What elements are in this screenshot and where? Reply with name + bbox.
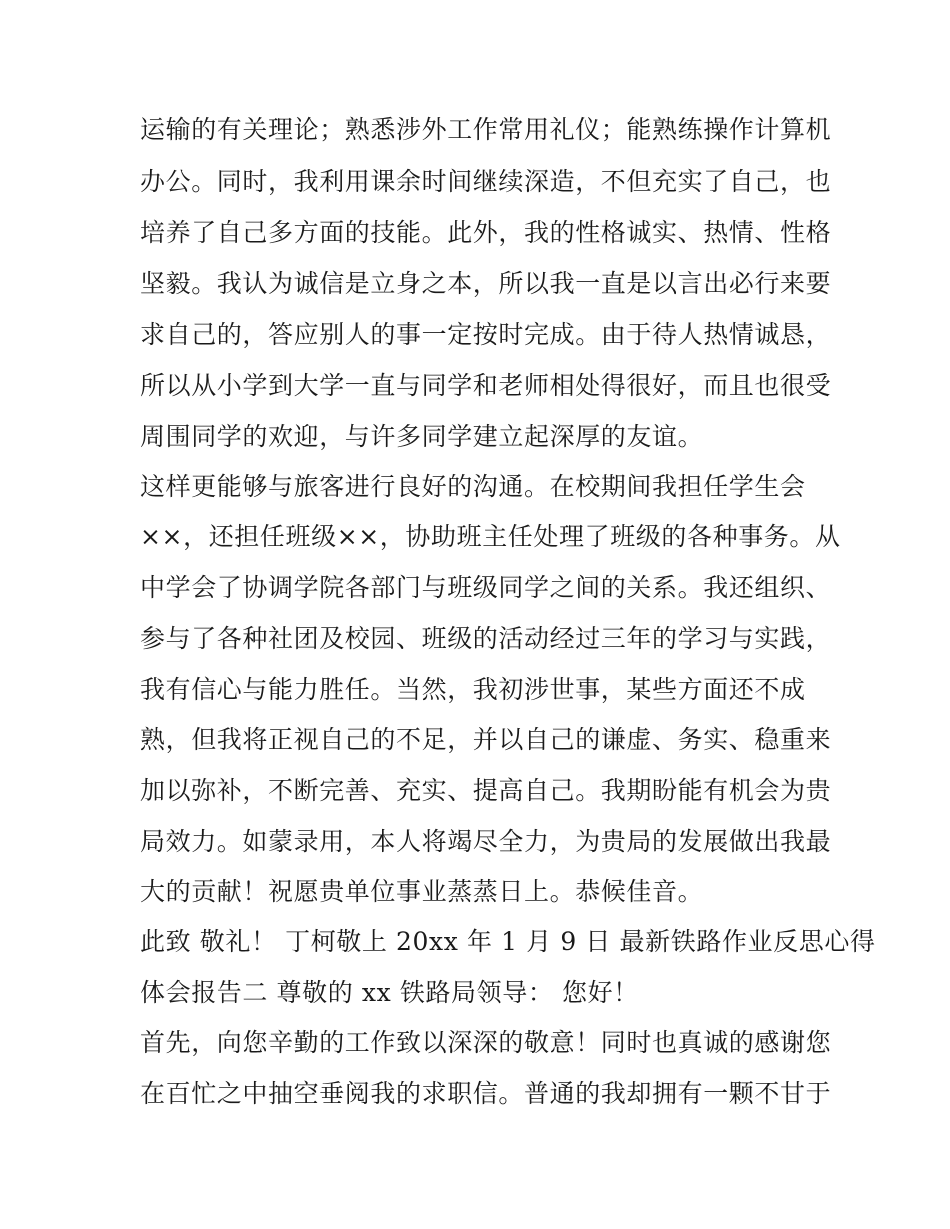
text-line: 这样更能够与旅客进行良好的沟通。在校期间我担任学生会 [140, 472, 806, 501]
text-line: 培养了自己多方面的技能。此外，我的性格诚实、热情、性格 [140, 218, 832, 247]
text-line: 中学会了协调学院各部门与班级同学之间的关系。我还组织、 [140, 573, 832, 602]
text-line: 我有信心与能力胜任。当然，我初涉世事，某些方面还不成 [140, 675, 806, 704]
text-line: 运输的有关理论；熟悉涉外工作常用礼仪；能熟练操作计算机 [140, 115, 832, 144]
text-line: 首先，向您辛勤的工作致以深深的敬意！同时也真诚的感谢您 [140, 1028, 832, 1057]
text-line: 所以从小学到大学一直与同学和老师相处得很好，而且也很受 [140, 371, 832, 400]
text-line: 参与了各种社团及校园、班级的活动经过三年的学习与实践， [140, 624, 832, 653]
text-line: 熟，但我将正视自己的不足，并以自己的谦虚、务实、稳重来 [140, 725, 832, 754]
text-line: 求自己的，答应别人的事一定按时完成。由于待人热情诚恳， [140, 320, 832, 349]
text-line: ××，还担任班级××，协助班主任处理了班级的各种事务。从 [140, 522, 841, 551]
text-line: 此致 敬礼！ 丁柯敬上 20xx 年 1 月 9 日 最新铁路作业反思心得 [140, 927, 876, 956]
text-line: 大的贡献！祝愿贵单位事业蒸蒸日上。恭候佳音。 [140, 877, 704, 906]
text-line: 周围同学的欢迎，与许多同学建立起深厚的友谊。 [140, 422, 704, 451]
text-line: 坚毅。我认为诚信是立身之本，所以我一直是以言出必行来要 [140, 269, 832, 298]
text-line: 加以弥补，不断完善、充实、提高自己。我期盼能有机会为贵 [140, 776, 832, 805]
text-line: 局效力。如蒙录用，本人将竭尽全力，为贵局的发展做出我最 [140, 827, 832, 856]
text-line: 体会报告二 尊敬的 xx 铁路局领导： 您好！ [140, 978, 639, 1007]
text-line: 在百忙之中抽空垂阅我的求职信。普通的我却拥有一颗不甘于 [140, 1079, 832, 1108]
text-line: 办公。同时，我利用课余时间继续深造，不但充实了自己，也 [140, 167, 832, 196]
